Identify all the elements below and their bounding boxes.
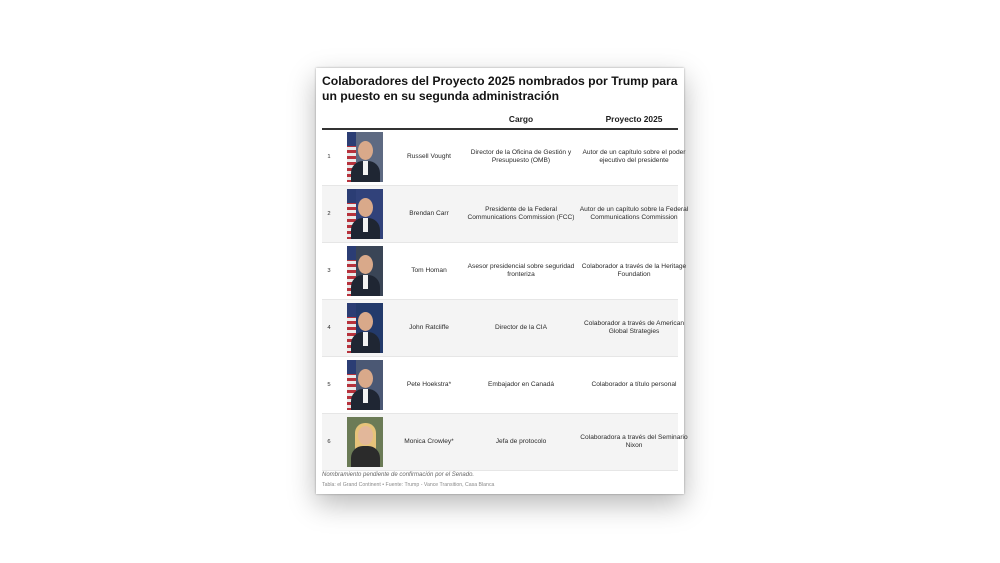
table-title: Colaboradores del Proyecto 2025 nombrados por Trump para un puesto en su segunda administración [322, 74, 678, 103]
proyecto-cell: Autor de un capítulo sobre la Federal Communications Commission [579, 205, 689, 221]
row-number: 3 [327, 267, 331, 274]
source-credit: Tabla: el Grand Continent • Fuente: Trump - Vance Transition, Casa Blanca [322, 482, 495, 488]
person-name: Brendan Carr [409, 209, 449, 217]
proyecto-cell: Colaborador a través de American Global Strategies [583, 319, 685, 335]
row-number: 5 [327, 381, 331, 388]
data-table-card [316, 68, 689, 494]
cargo-cell: Asesor presidencial sobre seguridad fronteriza [467, 262, 575, 278]
table-body [322, 129, 689, 471]
portrait-photo [347, 132, 383, 182]
table-row [322, 414, 688, 471]
cargo-cell: Presidente de la Federal Communications Commission (FCC) [467, 205, 575, 221]
table-header [322, 114, 678, 128]
cargo-cell: Director de la Oficina de Gestión y Presupuesto (OMB) [470, 148, 572, 164]
table-row [322, 300, 685, 357]
portrait-photo [347, 303, 383, 353]
row-number: 4 [327, 324, 331, 331]
cargo-cell: Embajador en Canadá [488, 380, 554, 388]
person-name: John Ratcliffe [409, 323, 449, 331]
header-cargo: Cargo [508, 114, 534, 124]
cargo-cell: Director de la CIA [494, 323, 548, 331]
person-name: Russell Vought [407, 152, 451, 160]
row-number: 2 [327, 210, 331, 217]
cargo-cell: Jefa de protocolo [495, 437, 547, 445]
proyecto-cell: Colaborador a través de la Heritage Foundation [581, 262, 687, 278]
row-number: 1 [327, 153, 331, 160]
proyecto-cell: Colaborador a título personal [591, 380, 677, 388]
portrait-photo [347, 246, 383, 296]
proyecto-cell: Autor de un capítulo sobre el poder ejecutivo del presidente [582, 148, 686, 164]
proyecto-cell: Colaboradora a través del Seminario Nixon [580, 433, 688, 449]
portrait-photo [347, 360, 383, 410]
portrait-photo [347, 417, 383, 467]
table-row [322, 186, 689, 243]
table-row [322, 129, 686, 186]
person-name: Monica Crowley* [404, 437, 454, 445]
row-number: 6 [327, 438, 331, 445]
person-name: Tom Homan [411, 266, 447, 274]
header-proyecto: Proyecto 2025 [605, 114, 663, 124]
table-row [322, 357, 678, 414]
person-name: Pete Hoekstra* [406, 380, 452, 388]
portrait-photo [347, 189, 383, 239]
footnote: Nombramiento pendiente de confirmación por el Senado. [322, 472, 475, 478]
table-row [322, 243, 687, 300]
